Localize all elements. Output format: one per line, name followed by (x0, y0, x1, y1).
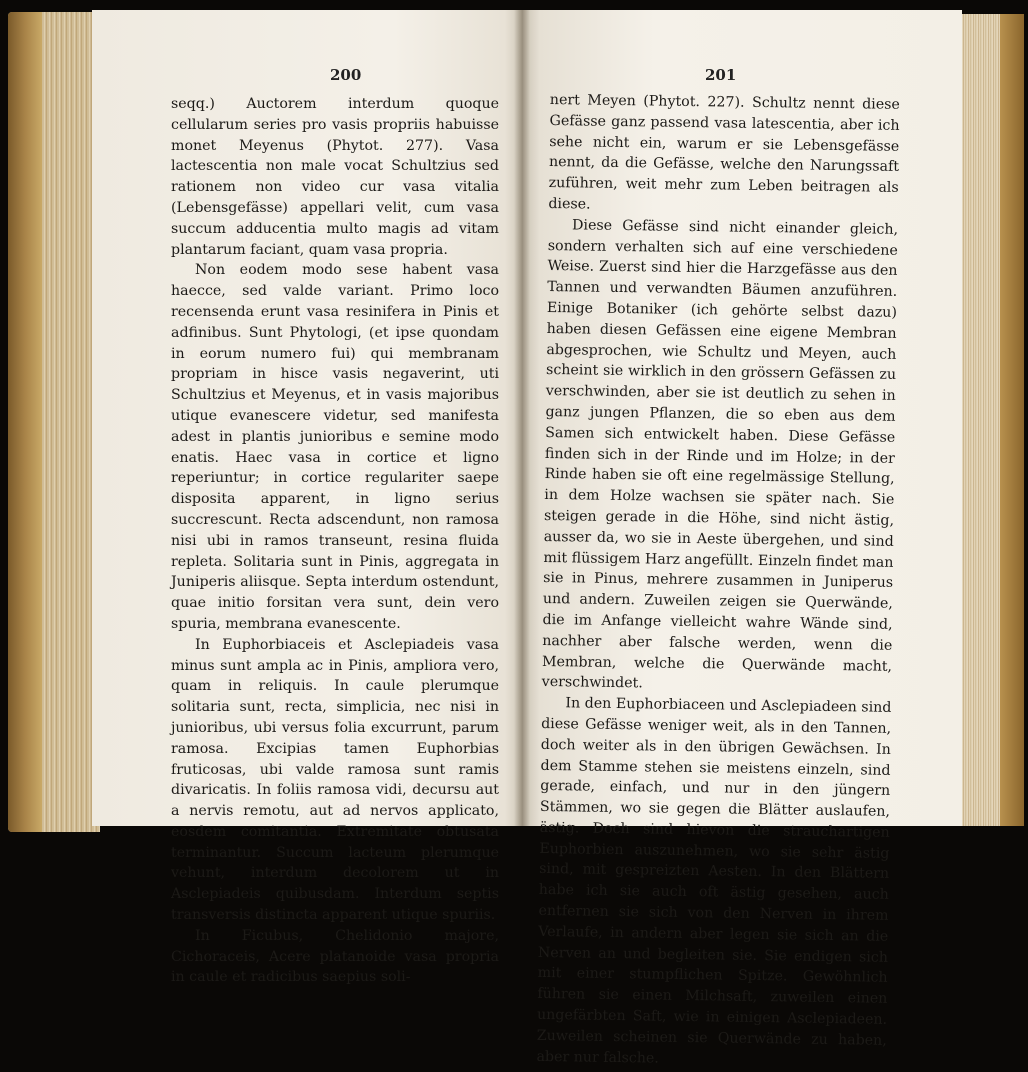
right-page-text (536, 90, 900, 1072)
right-cover-edge (1000, 14, 1024, 826)
right-page-edges (954, 14, 1024, 826)
right-page-number: 201 (705, 66, 737, 84)
left-page-text (171, 94, 499, 988)
left-paragraph-4: In Ficubus, Chelidonio majore, Cichoraceis, Acere platanoide vasa propria in caule et radicibus saepius soli- (171, 927, 499, 986)
left-cover-edge (8, 12, 42, 832)
left-paragraph-3: In Euphorbiaceis et Asclepiadeis vasa minus sunt ampla ac in Pinis, ampliora vero, quam in reliquis. In caule plerumque solitaria sunt, recta, simplicia, nec nisi in junioribus, ubi versus folia excurrunt, parum ramosa. Excipias tamen Euphorbias fruticosas, ubi valde ramosa sunt ramis divaricatis. In foliis ramosa vidi, decursu aut a nervis remotu, aut ad nervos applicato, eosdem comitantia. Extremitate obtusata terminantur. Succum lacteum plerumque vehunt, interdum decolorem ut in Asclepiadeis quibusdam. Interdum septis transversis distincta apparent utique spuriis. (171, 636, 499, 924)
right-page (522, 10, 962, 1067)
left-paragraph-2: Non eodem modo sese habent vasa haecce, sed valde variant. Primo loco recensenda erunt vasa resinifera in Pinis et adfinibus. Sunt Phytologi, (et ipse quondam in eorum numero fui) qui membranam propriam in hisce vasis negaverint, uti Schultzius et Meyenus, et in vasis majoribus utique evanescere videtur, sed manifesta adest in plantis junioribus e semine modo enatis. Haec vasa in cortice et ligno reperiuntur; in cortice regulariter saepe disposita apparent, in ligno serius succrescunt. Recta adscendunt, non ramosa nisi ubi in ramos transeunt, resina fluida repleta. Solitaria sunt in Pinis, aggregata in Juniperis aliisque. Septa interdum ostendunt, quae initio forsitan vera sunt, dein vero spuria, membrana evanescente. (171, 262, 499, 632)
left-page-edges (8, 12, 100, 832)
left-page-number: 200 (330, 66, 362, 84)
right-paragraph-1: nert Meyen (Phytot. 227). Schultz nennt diese Gefässe ganz passend vasa latescentia, aber ich sehe nicht ein, warum er sie Lebensgefässe nennt, da die Gefässe, welche den Narungssaft zuführen, weit mehr zum Leben beitragen als diese. (548, 91, 900, 213)
book-gutter (514, 10, 530, 826)
left-page (92, 10, 522, 986)
open-book (8, 4, 1024, 1067)
right-paragraph-3: In den Euphorbiaceen und Asclepiadeen sind diese Gefässe weniger weit, als in den Tannen, doch weiter als in den übrigen Gewächsen. In dem Stamme stehen sie meistens einzeln, sind gerade, einfach, und nur in den jüngern Stämmen, wo sie gegen die Blätter auslaufen, ästig. Doch sind hievon die strauchartigen Euphorbien auszunehmen, wo sie sehr ästig sind, mit gespreizten Aesten. In den Blättern habe ich sie auch oft ästig gesehen, auch entfernen sie sich von den Nerven in ihrem Verlaufe, in andern aber legen sie sich an die Nerven an und begleiten sie. Sie endigen sich mit einer stumpflichen Spitze. Gewöhnlich führen sie einen Milchsaft, zuweilen einen ungefärbten Saft, wie in einigen Asclepiadeen. Zuweilen scheinen sie Querwände zu haben, aber nur falsche. (536, 695, 892, 1067)
left-paragraph-1: seqq.) Auctorem interdum quoque cellularum series pro vasis propriis habuisse monet Meyenus (Phytot. 277). Vasa lactescentia non male vocat Schultzius sed rationem non video cur vasa vitalia (Lebensgefässe) appellari velit, cum vasa succum adducentia multo magis ad vitam plantarum faciant, quam vasa propria. (171, 96, 499, 258)
right-paragraph-2: Diese Gefässe sind nicht einander gleich, sondern verhalten sich auf eine verschiedene Weise. Zuerst sind hier die Harzgefässe aus den Tannen und verwandten Bäumen anzuführen. Einige Botaniker (ich gehörte selbst dazu) haben diesen Gefässen eine eigene Membran abgesprochen, wie Schultz und Meyen, auch scheint sie wirklich in den grössern Gefässen zu verschwinden, aber sie ist deutlich zu sehen in ganz jungen Pflanzen, die so eben aus dem Samen sich entwickelt haben. Diese Gefässe finden sich in der Rinde und im Holze; in der Rinde haben sie oft eine regelmässige Stellung, in dem Holze wachsen sie später nach. Sie steigen gerade in die Höhe, sind nicht ästig, ausser da, wo sie in Aeste übergehen, und sind mit flüssigem Harz angefüllt. Einzeln findet man sie in Pinus, mehrere zusammen in Juniperus und andern. Zuweilen zeigen sie Querwände, die im Anfange vielleicht wahre Wände sind, nachher aber falsche werden, wenn die Membran, welche die Querwände macht, verschwindet. (541, 217, 899, 692)
